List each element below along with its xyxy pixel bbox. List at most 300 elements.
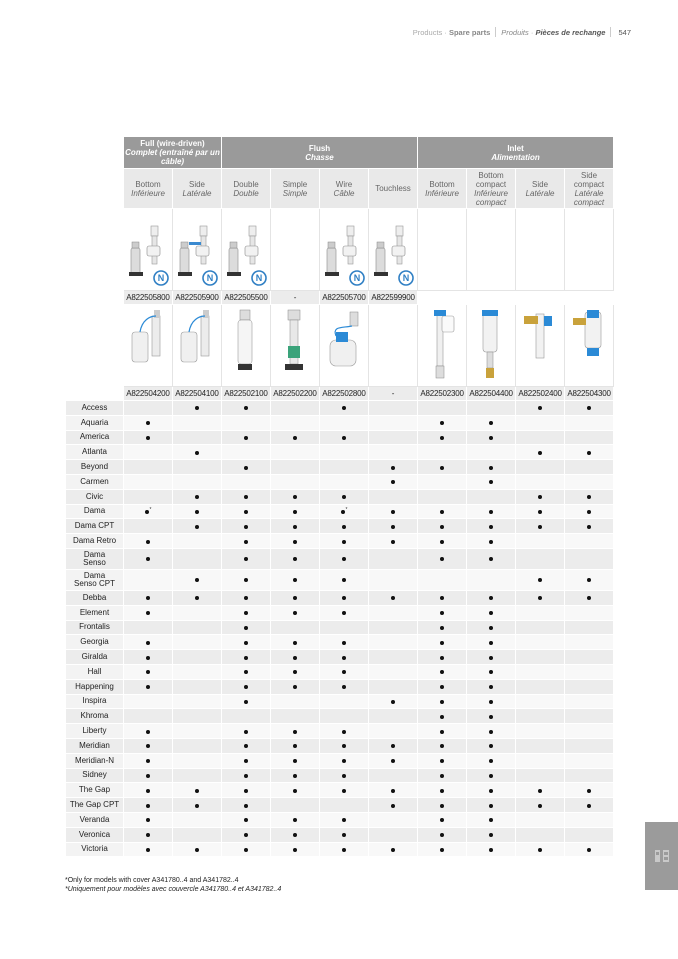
compatible-dot	[489, 715, 493, 719]
compat-cell	[516, 620, 565, 635]
compat-cell	[565, 460, 614, 475]
compat-cell	[418, 445, 467, 460]
compat-cell	[173, 842, 222, 857]
group-header-full: Full (wire-driven) Complet (entraîné par un câble)	[124, 137, 222, 169]
compat-cell	[173, 827, 222, 842]
product-image-cell	[565, 305, 614, 387]
compatible-dot	[440, 421, 444, 425]
table-row	[66, 650, 614, 665]
compat-cell	[369, 590, 418, 605]
compat-cell	[418, 664, 467, 679]
compatible-dot	[489, 436, 493, 440]
compatible-dot	[293, 730, 297, 734]
compat-cell	[467, 635, 516, 650]
model-name: Sidney	[66, 768, 124, 783]
compat-cell	[516, 569, 565, 590]
compat-cell	[173, 724, 222, 739]
compatible-dot	[587, 495, 591, 499]
compat-cell	[565, 534, 614, 549]
compat-cell	[271, 415, 320, 430]
column-header	[124, 169, 173, 209]
compat-cell	[222, 798, 271, 813]
product-image-cell	[467, 305, 516, 387]
compat-cell	[222, 430, 271, 445]
compat-cell	[418, 798, 467, 813]
valve-part-icon	[420, 306, 464, 386]
product-image-cell	[369, 209, 418, 291]
compat-cell	[467, 664, 516, 679]
compatible-dot	[342, 789, 346, 793]
product-image-cell	[173, 209, 222, 291]
compatible-dot	[293, 641, 297, 645]
compat-cell	[516, 605, 565, 620]
compat-cell	[124, 738, 173, 753]
compat-cell	[565, 798, 614, 813]
compatible-dot	[391, 789, 395, 793]
compat-cell	[418, 548, 467, 569]
compatible-dot	[195, 451, 199, 455]
compatible-dot	[440, 626, 444, 630]
compatible-dot	[538, 525, 542, 529]
compat-cell	[516, 504, 565, 519]
compat-cell	[467, 548, 516, 569]
compat-cell	[124, 664, 173, 679]
compatible-dot	[244, 656, 248, 660]
compat-cell	[124, 679, 173, 694]
compatible-dot	[489, 670, 493, 674]
table-row	[66, 724, 614, 739]
breadcrumb-products: Products	[412, 27, 443, 37]
compat-cell	[222, 504, 271, 519]
compat-cell	[418, 590, 467, 605]
compatible-dot	[440, 596, 444, 600]
table-row	[66, 489, 614, 504]
compat-cell	[565, 569, 614, 590]
valve-part-icon	[126, 306, 170, 386]
compatible-dot	[244, 759, 248, 763]
compat-cell	[271, 827, 320, 842]
model-name: Dama	[66, 504, 124, 519]
compat-cell	[369, 738, 418, 753]
compat-cell	[565, 445, 614, 460]
compat-cell	[369, 827, 418, 842]
compatible-dot	[293, 685, 297, 689]
compat-cell	[124, 401, 173, 416]
compat-cell	[565, 738, 614, 753]
part-code: A822505700	[320, 291, 369, 305]
compatible-dot	[440, 611, 444, 615]
product-image-cell	[418, 209, 467, 291]
compatible-dot	[244, 626, 248, 630]
compatible-dot	[440, 818, 444, 822]
compatible-dot	[489, 774, 493, 778]
compat-cell	[418, 460, 467, 475]
compat-cell	[418, 842, 467, 857]
compat-cell	[516, 664, 565, 679]
part-code: A822502200	[271, 387, 320, 401]
table-row	[66, 664, 614, 679]
compat-cell	[173, 738, 222, 753]
compat-cell	[320, 474, 369, 489]
compat-cell	[467, 489, 516, 504]
empty-cell	[66, 305, 124, 387]
compat-cell	[565, 548, 614, 569]
compat-cell	[516, 519, 565, 534]
part-code: A822502800	[320, 387, 369, 401]
compat-cell	[173, 569, 222, 590]
compatible-dot	[440, 436, 444, 440]
table-row	[66, 519, 614, 534]
compatible-dot	[440, 540, 444, 544]
column-header-en: Bottom compact	[475, 170, 507, 189]
compat-cell	[222, 534, 271, 549]
compatible-dot	[440, 744, 444, 748]
product-image-cell	[369, 305, 418, 387]
table-row	[66, 590, 614, 605]
compat-cell	[565, 724, 614, 739]
compat-cell	[565, 812, 614, 827]
compatible-dot	[293, 525, 297, 529]
compatible-dot	[146, 774, 150, 778]
breadcrumb-spare-parts: Spare parts	[448, 27, 491, 37]
compatible-dot	[293, 789, 297, 793]
breadcrumb-produits: Produits	[501, 27, 529, 37]
compatible-dot	[440, 730, 444, 734]
part-code: A822504100	[173, 387, 222, 401]
table-row	[66, 548, 614, 569]
compat-cell	[418, 694, 467, 709]
compat-cell	[271, 738, 320, 753]
product-image-cell	[222, 305, 271, 387]
column-header	[565, 169, 614, 209]
compat-cell	[124, 753, 173, 768]
column-header-fr: Inférieure	[425, 188, 459, 198]
compatible-dot	[244, 670, 248, 674]
compat-cell	[173, 753, 222, 768]
compat-cell	[418, 415, 467, 430]
compat-cell	[320, 504, 369, 519]
compatible-dot	[538, 578, 542, 582]
column-header	[173, 169, 222, 209]
compatible-dot	[244, 804, 248, 808]
compat-cell	[271, 664, 320, 679]
part-code	[467, 291, 516, 305]
compat-cell	[320, 694, 369, 709]
compat-cell	[418, 605, 467, 620]
compat-cell	[124, 783, 173, 798]
compatible-dot	[293, 670, 297, 674]
compatible-dot	[440, 774, 444, 778]
compatible-dot	[244, 540, 248, 544]
compat-cell	[418, 679, 467, 694]
compat-cell	[124, 519, 173, 534]
compat-cell	[565, 504, 614, 519]
compatible-dot	[538, 596, 542, 600]
compat-cell	[320, 569, 369, 590]
model-name: Happening	[66, 679, 124, 694]
compat-cell	[369, 534, 418, 549]
compat-cell	[418, 738, 467, 753]
model-name: Access	[66, 401, 124, 416]
compat-cell	[516, 430, 565, 445]
compat-cell	[320, 783, 369, 798]
compat-cell	[467, 460, 516, 475]
compat-cell	[565, 519, 614, 534]
compat-cell	[124, 569, 173, 590]
compat-cell	[418, 724, 467, 739]
compat-cell	[320, 753, 369, 768]
compatible-dot	[391, 804, 395, 808]
compat-cell	[369, 445, 418, 460]
compat-cell	[565, 620, 614, 635]
compat-cell	[516, 401, 565, 416]
compatible-dot	[587, 578, 591, 582]
compat-cell	[320, 679, 369, 694]
column-header-en: Bottom	[135, 179, 161, 189]
compat-cell	[271, 548, 320, 569]
column-header-fr: Inférieure	[131, 188, 165, 198]
compat-cell	[369, 504, 418, 519]
model-name: Dama Senso CPT	[66, 569, 124, 590]
compatible-dot	[342, 685, 346, 689]
compat-cell	[565, 694, 614, 709]
compat-cell	[173, 783, 222, 798]
compat-cell	[173, 768, 222, 783]
compat-cell	[369, 489, 418, 504]
compat-cell	[565, 605, 614, 620]
column-header	[418, 169, 467, 209]
table-row	[66, 768, 614, 783]
product-image-cell	[516, 209, 565, 291]
compat-cell	[173, 605, 222, 620]
compat-cell	[222, 401, 271, 416]
compatible-dot	[146, 421, 150, 425]
part-code: A822599900	[369, 291, 418, 305]
compat-cell	[467, 590, 516, 605]
compat-cell	[418, 753, 467, 768]
compat-cell	[271, 768, 320, 783]
column-header-en: Double	[233, 179, 259, 189]
compat-cell	[369, 548, 418, 569]
model-name: Meridian	[66, 738, 124, 753]
compat-cell	[369, 812, 418, 827]
svg-text:N: N	[255, 272, 263, 283]
compatible-dot	[342, 774, 346, 778]
compat-cell	[516, 635, 565, 650]
model-name: Beyond	[66, 460, 124, 475]
compat-cell	[369, 415, 418, 430]
compat-cell	[222, 489, 271, 504]
compatible-dot	[440, 789, 444, 793]
compatible-dot	[587, 789, 591, 793]
compat-cell	[271, 724, 320, 739]
compat-cell	[271, 519, 320, 534]
compat-cell	[467, 812, 516, 827]
compatible-dot	[146, 759, 150, 763]
compat-cell	[124, 812, 173, 827]
compatible-dot	[146, 833, 150, 837]
compatible-dot	[244, 641, 248, 645]
compat-cell	[222, 812, 271, 827]
compat-cell	[173, 504, 222, 519]
compatible-dot	[489, 525, 493, 529]
compat-cell	[271, 430, 320, 445]
compat-cell	[320, 635, 369, 650]
compatible-dot	[489, 804, 493, 808]
compatible-dot	[342, 848, 346, 852]
compat-cell	[467, 738, 516, 753]
table-row	[66, 430, 614, 445]
compat-cell	[222, 753, 271, 768]
compat-cell	[467, 474, 516, 489]
compat-cell	[467, 445, 516, 460]
compat-cell	[271, 635, 320, 650]
table-row	[66, 827, 614, 842]
compatible-dot	[489, 818, 493, 822]
compat-cell	[320, 620, 369, 635]
compatible-dot	[391, 510, 395, 514]
compatible-dot	[538, 495, 542, 499]
compat-cell	[222, 724, 271, 739]
part-code: A822505800	[124, 291, 173, 305]
compat-cell	[369, 430, 418, 445]
compatible-dot	[244, 848, 248, 852]
compat-cell	[565, 489, 614, 504]
section-tab[interactable]	[645, 822, 678, 890]
compatible-dot	[342, 730, 346, 734]
compat-cell	[369, 753, 418, 768]
valve-assembly-icon	[174, 212, 220, 288]
compatible-dot	[293, 759, 297, 763]
compat-cell	[124, 590, 173, 605]
footnote-star: *	[345, 506, 348, 513]
compat-cell	[467, 724, 516, 739]
compatible-dot	[538, 804, 542, 808]
empty-cell	[66, 291, 124, 305]
compatible-dot	[440, 557, 444, 561]
compat-cell	[516, 783, 565, 798]
compat-cell	[271, 489, 320, 504]
product-image-cell	[222, 209, 271, 291]
breadcrumb-pieces: Pièces de rechange	[535, 27, 606, 37]
compat-cell	[467, 415, 516, 430]
valve-part-icon	[273, 306, 317, 386]
compat-cell	[271, 798, 320, 813]
compat-cell	[173, 534, 222, 549]
compatible-dot	[195, 495, 199, 499]
compat-cell	[173, 489, 222, 504]
table-row	[66, 401, 614, 416]
compatible-dot	[244, 774, 248, 778]
compat-cell	[369, 768, 418, 783]
compatible-dot	[489, 480, 493, 484]
compat-cell	[565, 664, 614, 679]
compat-cell	[320, 724, 369, 739]
compat-cell	[320, 430, 369, 445]
compat-cell	[467, 519, 516, 534]
table-row	[66, 679, 614, 694]
compat-cell	[222, 460, 271, 475]
compat-cell	[369, 605, 418, 620]
compat-cell	[124, 635, 173, 650]
model-name: Aquaria	[66, 415, 124, 430]
compatible-dot	[538, 510, 542, 514]
compatible-dot	[293, 510, 297, 514]
compat-cell	[222, 548, 271, 569]
compat-cell	[565, 401, 614, 416]
compatible-dot	[440, 833, 444, 837]
product-image-cell	[418, 305, 467, 387]
compat-cell	[516, 709, 565, 724]
compat-cell	[173, 415, 222, 430]
compatible-dot	[244, 685, 248, 689]
column-header	[222, 169, 271, 209]
compatible-dot	[146, 730, 150, 734]
compat-cell	[173, 548, 222, 569]
compat-cell	[418, 650, 467, 665]
compat-cell	[124, 605, 173, 620]
part-code: A822502400	[516, 387, 565, 401]
compat-cell	[565, 415, 614, 430]
compat-cell	[124, 724, 173, 739]
part-code: -	[369, 387, 418, 401]
compatible-dot	[391, 848, 395, 852]
compatible-dot	[244, 611, 248, 615]
compatible-dot	[587, 406, 591, 410]
compatible-dot	[440, 656, 444, 660]
compat-cell	[124, 650, 173, 665]
part-code: A822502100	[222, 387, 271, 401]
compat-cell	[516, 738, 565, 753]
compat-cell	[222, 569, 271, 590]
compatible-dot	[489, 596, 493, 600]
compatible-dot	[342, 641, 346, 645]
table-row	[66, 753, 614, 768]
model-name: Meridian-N	[66, 753, 124, 768]
compatibility-table	[65, 136, 614, 857]
compat-cell	[369, 519, 418, 534]
compat-cell	[320, 768, 369, 783]
header-divider	[610, 27, 611, 37]
compat-cell	[516, 534, 565, 549]
compat-cell	[369, 569, 418, 590]
compat-cell	[516, 679, 565, 694]
compat-cell	[369, 664, 418, 679]
compatible-dot	[293, 611, 297, 615]
compatible-dot	[244, 406, 248, 410]
model-name: Veranda	[66, 812, 124, 827]
compat-cell	[565, 650, 614, 665]
column-header-fr: Simple	[282, 188, 308, 198]
compatible-dot	[195, 848, 199, 852]
group-header-inlet: Inlet Alimentation	[418, 137, 614, 169]
empty-cell	[66, 387, 124, 401]
compat-cell	[369, 709, 418, 724]
compatible-dot	[342, 436, 346, 440]
group-header-flush: Flush Chasse	[222, 137, 418, 169]
compat-cell	[271, 569, 320, 590]
compatible-dot	[440, 685, 444, 689]
compatible-dot	[146, 596, 150, 600]
table-row	[66, 842, 614, 857]
compat-cell	[124, 842, 173, 857]
column-header-fr: Latérale	[182, 188, 212, 198]
empty-corner	[66, 169, 124, 209]
compat-cell	[271, 445, 320, 460]
compat-cell	[467, 401, 516, 416]
compatible-dot	[195, 510, 199, 514]
compat-cell	[516, 650, 565, 665]
